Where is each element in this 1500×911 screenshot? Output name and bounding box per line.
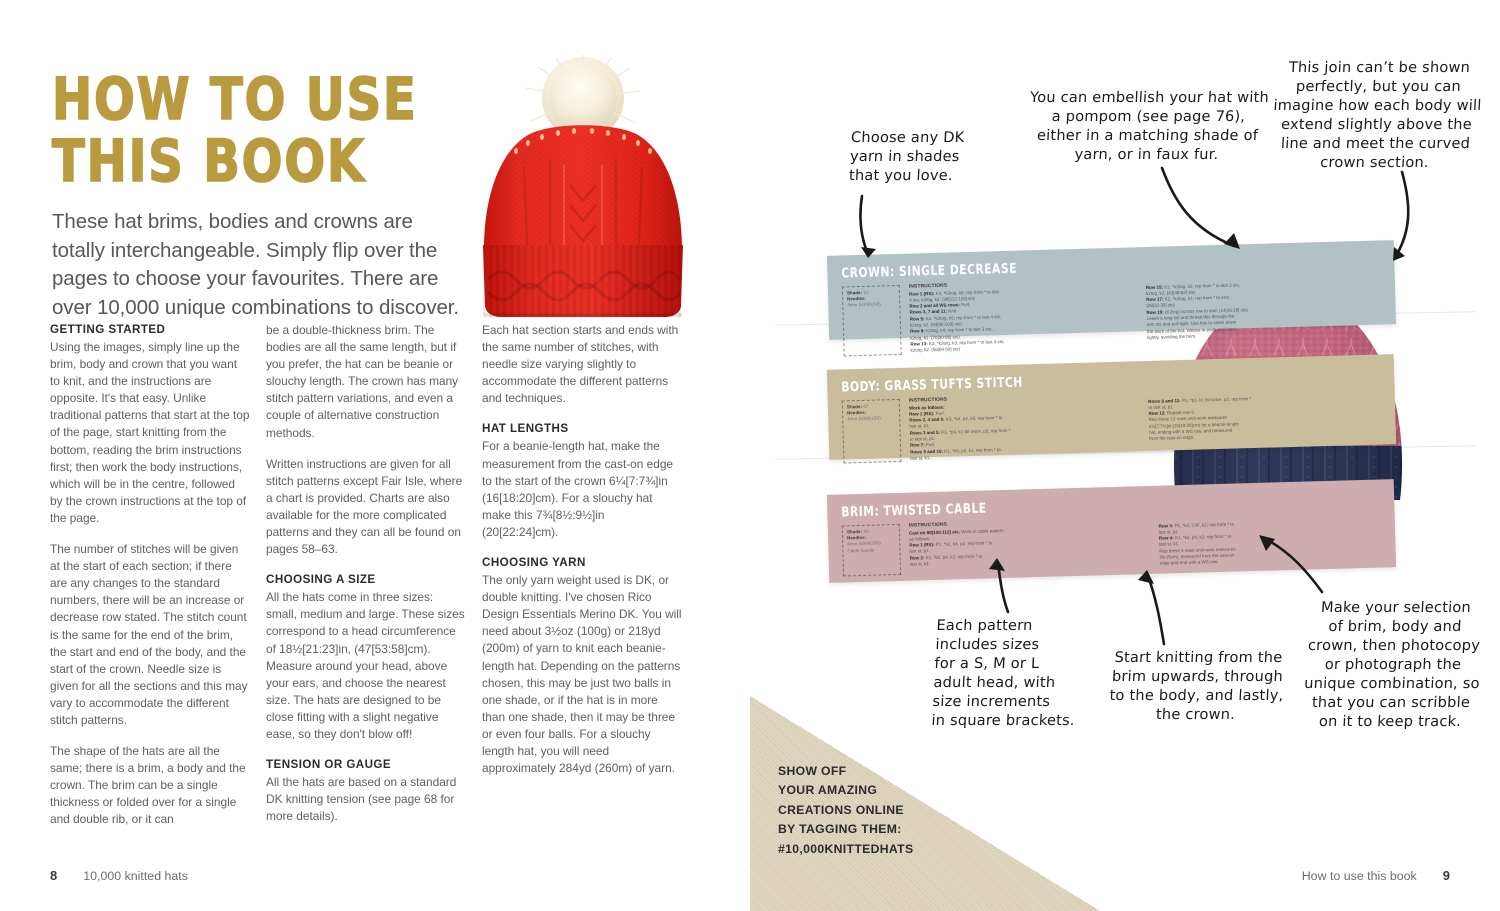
- brim-extra-label: Cable needle: [847, 547, 875, 553]
- page-title-line-1: HOW TO USE: [52, 65, 418, 133]
- instruction-line: Row 13: K3, *k2tog, k3; rep from * to last 4 sts,: [910, 338, 1005, 347]
- left-page-columns: [50, 322, 690, 827]
- panel-crown-title: CROWN: SINGLE DECREASE: [841, 260, 1018, 282]
- instruction-line: 2in (5cm), measured from the cast-on: [1159, 552, 1235, 560]
- instruction-line: from the cast-on edge.: [1149, 435, 1195, 442]
- callout-line-5: #10,000KNITTEDHATS: [778, 841, 914, 856]
- folio-right: 9: [1442, 868, 1450, 883]
- body-shade-value: 07: [863, 403, 869, 409]
- body-shade-label: Shade:: [846, 403, 863, 410]
- panel-brim-instructions-left: [909, 517, 1151, 574]
- brim-shade-label: Shade:: [846, 528, 863, 535]
- instruction-line: Rows 2, 4 and 6: K3, *k4, p2, k5; rep from * to: [909, 415, 1003, 423]
- panel-body[interactable]: [827, 354, 1396, 460]
- instruction-line: Row 5: K3, *k2tog, k5; rep from * to last 4 sts,: [909, 313, 1002, 322]
- panel-crown[interactable]: [827, 240, 1396, 353]
- footer-right: [1302, 868, 1450, 883]
- callout-line-4: BY TAGGING THEM:: [778, 822, 902, 836]
- brim-lines-right: [1159, 517, 1382, 567]
- instruction-line: 6¼[7:7¾]in (16[18:20]cm) for a beanie-length: [1148, 421, 1240, 429]
- instruction-line: k2tog, k1. (70[80:86] sts): [910, 333, 960, 341]
- instruction-line: lightly, avoiding the brim.: [1147, 333, 1197, 340]
- instruction-line: Row 15: K2, *k2tog, k2; rep from * to last 3 sts,: [1145, 282, 1240, 290]
- annotation-start-knitting: Start knitting from the brim upwards, through to the body, and lastly, the crown.: [1109, 649, 1284, 723]
- para-hat-lengths: For a beanie-length hat, make the measurement from the cast-on edge to the start of the crown 6¼[7:7¾]in (16[18:20]cm). For a slouchy hat make this 7¾[8½:9½]in (20[22:24]cm).: [482, 439, 674, 539]
- instruction-line: Row 9: K2tog, k4; rep from * to last 3 sts,: [910, 326, 993, 335]
- arrow-start-knitting: [1148, 576, 1164, 644]
- red-hat-illustration: [468, 55, 698, 320]
- instruction-line: to last st, p1.: [909, 436, 936, 442]
- instruction-line: Rows 9 and 11: P1, *p3, k1 tbl twice, p2; rep from *: [1148, 395, 1252, 404]
- instruction-line: last st, k1.: [1159, 541, 1180, 548]
- callout-line-1: SHOW OFF: [778, 763, 847, 778]
- annotation-selection: Make your selection of brim, body and crown, then photocopy or photograph the unique combination, so that you can scribble on it to keep track.: [1303, 599, 1481, 730]
- running-head-left: 10,000 knitted hats: [83, 869, 188, 883]
- body-instructions-heading: INSTRUCTIONS: [908, 397, 948, 404]
- heading-choosing-a-size: CHOOSING A SIZE: [266, 573, 376, 587]
- crown-needles-label: Needles:: [847, 296, 867, 302]
- para-choosing-yarn: The only yarn weight used is DK, or double knitting. I've chosen Rico Design Essentials Merino DK. You will need about 3½oz (100g) or 218yd (200m) of yarn to knit each beanie-length hat. Depending on the patterns chosen, this may be just two balls in one shade, or if the hat is in more than one shade, then it may be three or even four balls. For a slouchy length hat, you will need approximately 284yd (260m) of yarn.: [482, 573, 682, 776]
- instruction-line: (28[32:35] sts): [1146, 302, 1176, 309]
- para-written-instructions: Written instructions are given for all stitch patterns except Fair Isle, where a chart is provided. Charts are also available for the more complicated patterns and they can all be found on pages 58–63.: [266, 456, 463, 557]
- para-hat-section: Each hat section starts and ends with the same number of stitches, with needle size varying slightly to accommodate the different patterns and techniques.: [482, 323, 679, 406]
- red-hat-photo: [468, 55, 698, 320]
- instruction-line: last st, p1.: [1158, 528, 1180, 535]
- instruction-line: Row 17: K2, *k2tog, k1; rep from * to end.: [1146, 294, 1231, 303]
- heading-choosing-yarn: CHOOSING YARN: [482, 556, 586, 570]
- arrow-yarn-shades: [860, 196, 868, 254]
- instruction-line: Row 2: K1, *k2, p4, k2; rep from * to: [909, 553, 983, 561]
- body-lines-right: [1148, 392, 1382, 443]
- brim-needles-label: Needles:: [847, 535, 867, 541]
- heading-getting-started: GETTING STARTED: [50, 323, 166, 336]
- instruction-line: Rows 9 and 10: K1, *k5, p2, k1; rep from * to: [910, 446, 1001, 455]
- show-off-callout: [750, 696, 1100, 911]
- instruction-line: to last st, p1.: [1148, 404, 1174, 410]
- annotation-yarn-shades: Choose any DK yarn in shades that you love.: [848, 129, 965, 184]
- brim-shade-value: 20: [863, 528, 869, 534]
- page-title-line-2: THIS BOOK: [52, 127, 367, 195]
- instruction-line: Row 12: Repeat row 8.: [1148, 409, 1196, 417]
- crown-lines-right: [1146, 278, 1383, 341]
- panel-crown-instructions-left: [909, 278, 1139, 354]
- page-title: [52, 65, 452, 195]
- crown-shade-label: Shade:: [846, 289, 863, 296]
- annotation-pompom: You can embellish your hat with a pompom (see page 76), either in a matching shade of yarn, or in faux fur.: [1029, 89, 1270, 163]
- instruction-line: k2tog, k2. (56[64:69] sts): [910, 346, 961, 353]
- instruction-line: Rep these 12 rows until work measures: [1148, 415, 1228, 423]
- footer-left: [50, 868, 188, 883]
- instruction-line: last st, k1.: [909, 423, 930, 430]
- para-brim-continued: be a double-thickness brim. The bodies are all the same length, but if you prefer, the hat can be beanie or slouchy length. The crown has many stitch pattern variations, and even a couple of alternative construction methods.: [266, 323, 459, 440]
- panel-brim[interactable]: [827, 479, 1396, 583]
- body-lines-left: [909, 399, 1141, 462]
- annotation-sizes: Each pattern includes sizes for a S, M or L adult head, with size increments in square brackets.: [931, 617, 1076, 729]
- instruction-line: last st, k1.: [909, 561, 931, 567]
- instruction-line: k2tog, k2. (42[48:52] sts): [1145, 289, 1196, 296]
- column-1: [50, 322, 250, 827]
- instruction-line: Rep these 4 rows until work measures: [1159, 546, 1236, 554]
- instruction-line: Cast on 88[100:112] sts. Work in cable pattern: [908, 527, 1004, 536]
- instruction-line: Row 3: P1, *k2, C4F, k2; rep from * to: [1158, 521, 1235, 529]
- panel-body-spec: [842, 399, 902, 464]
- brim-instructions-heading: INSTRUCTIONS: [908, 522, 948, 529]
- heading-hat-lengths: HAT LENGTHS: [482, 422, 569, 436]
- instruction-line: k2tog, k2. (84[96:103] sts): [909, 321, 962, 328]
- instruction-line: rem sts and pull tight. Use this to seam down: [1146, 319, 1237, 328]
- instruction-line: last st, p1.: [909, 548, 931, 555]
- panel-body-title: BODY: GRASS TUFTS STITCH: [841, 374, 1023, 396]
- instruction-line: as follows:: [909, 535, 931, 542]
- para-choosing-a-size: All the hats come in three sizes: small, medium and large. These sizes correspond to a head circumference of 18½[21:23]in, (47[53:58]cm). Measure around your head, above your ears, and choose the nearest size. The hats are designed to be close fitting with a slight negative ease, so they don't blow off!: [266, 590, 465, 741]
- panel-body-instructions-right: [1148, 385, 1382, 455]
- instruction-line: Rows 3 and 5: P3, *p4, k1 tbl twice, p5; rep from *: [909, 427, 1011, 436]
- instruction-line: Row 1 (RS): Purl.: [909, 410, 945, 417]
- instruction-line: Row 19: (K2tog) across row to end. (14[16:18] sts): [1146, 306, 1248, 315]
- intro-paragraph: These hat brims, bodies and crowns are totally interchangeable. Simply flip over the pages to choose your favourites. There are over 10,000 unique combinations to discover.: [52, 210, 460, 319]
- instruction-line: Row 1 (RS): K4, *k2tog, k6; rep from * to last: [908, 288, 1000, 297]
- callout-line-2: YOUR AMAZING: [778, 783, 878, 797]
- callout-text: [778, 762, 913, 860]
- right-page: [750, 0, 1500, 911]
- column-3: [482, 322, 682, 822]
- instruction-line: last st, k1.: [910, 455, 931, 461]
- instruction-line: hat, ending with a WS row, and measured: [1149, 427, 1233, 436]
- brim-needles-value: 4mm (UK8/US6): [847, 540, 881, 547]
- crown-shade-value: 01: [863, 289, 869, 295]
- para-getting-started-2: The number of stitches will be given at the start of each section; if there are any changes to the standard numbers, there will be an increase or decrease row stated. The stitch count is the same for the end of the brim, the start and end of the body, and the start of the crown. Needle size is given for all the sections and this may vary to accommodate the different stitch patterns.: [50, 542, 248, 727]
- folio-left: 8: [50, 868, 58, 883]
- panel-body-instructions-left: [909, 392, 1141, 462]
- instruction-line: Row 1 (RS): P1, *k2, k4, p2; rep from * to: [909, 540, 993, 548]
- instruction-line: the back of the hat. Weave in ends and block: [1146, 326, 1237, 334]
- crown-needles-value: 4mm (UK8/US6): [847, 301, 881, 308]
- running-head-right: How to use this book: [1301, 869, 1417, 883]
- instruction-line: Work as follows:: [908, 404, 945, 411]
- crown-instructions-heading: INSTRUCTIONS: [908, 283, 948, 290]
- para-getting-started-3: The shape of the hats are all the same; there is a brim, a body and the crown. The brim can be a single thickness or folded over for a single and double rib, or it can: [50, 744, 246, 827]
- instruction-line: edge and end with a WS row.: [1159, 559, 1219, 567]
- heading-tension-or-gauge: TENSION OR GAUGE: [266, 758, 392, 772]
- brim-lines-left: [909, 524, 1151, 568]
- panel-brim-title: BRIM: TWISTED CABLE: [841, 500, 987, 521]
- panel-crown-instructions-right: [1146, 271, 1383, 347]
- instruction-line: Rows 3, 7 and 11: Knit.: [909, 308, 958, 316]
- crown-lines-left: [909, 285, 1139, 354]
- body-needles-label: Needles:: [846, 410, 867, 416]
- instruction-line: Row 2 and all WS rows: Purl.: [909, 302, 971, 309]
- annotation-join: This join can’t be shown perfectly, but you can imagine how each body will extend slightly above the line and meet the curved crown section.: [1273, 59, 1482, 171]
- instruction-line: Row 4: K1, *k2, p4, k2; rep from * to: [1158, 533, 1232, 541]
- instruction-line: 4 sts, k2tog, k2. (98[112:120] sts): [909, 295, 976, 303]
- panel-brim-instructions-right: [1158, 510, 1382, 567]
- callout-line-3: CREATIONS ONLINE: [778, 802, 904, 817]
- body-needles-value: 4mm (UK8/US6): [847, 415, 881, 422]
- column-2: [266, 322, 466, 822]
- para-tension-or-gauge: All the hats are based on a standard DK knitting tension (see page 68 for more details).: [266, 775, 457, 824]
- panel-brim-spec: [842, 524, 901, 576]
- instruction-line: Leave a long tail and thread this through the: [1146, 313, 1235, 322]
- para-getting-started-1: Using the images, simply line up the brim, body and crown that you want to knit, and the instructions are opposite. It's that easy. Unlike traditional patterns that start at the top of the page, start knitting from the bottom, reading the brim instructions first; then work the body instructions, which will be in the centre, followed by the crown instructions at the top of the page.: [50, 340, 250, 525]
- panel-crown-spec: [842, 285, 902, 356]
- instruction-line: Row 7: Purl.: [909, 442, 936, 449]
